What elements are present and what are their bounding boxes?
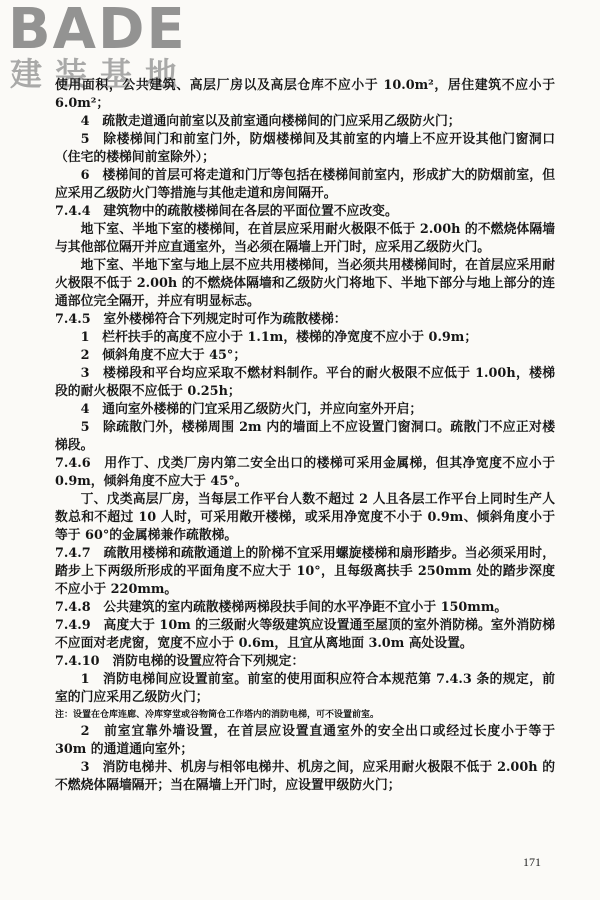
- list-item: 1 消防电梯间应设置前室。前室的使用面积应符合本规范第 7.4.3 条的规定，前室的门应采用乙级防火门；: [55, 672, 555, 705]
- list-item: 5 除疏散门外，楼梯周围 2m 内的墙面上不应设置门窗洞口。疏散门不应正对楼梯段。: [55, 420, 555, 453]
- list-item: 2 前室宜靠外墙设置，在首层应设置直通室外的安全出口或经过长度小于等于 30m 的通道通向室外；: [55, 724, 555, 757]
- paragraph: 6 楼梯间的首层可将走道和门厅等包括在楼梯间前室内，形成扩大的防烟前室，但应采用乙级防火门等措施与其他走道和房间隔开。: [55, 168, 555, 201]
- logo-wordmark: BADE: [8, 0, 187, 62]
- paragraph: 5 除楼梯间门和前室门外，防烟楼梯间及其前室的内墙上不应开设其他门窗洞口（住宅的楼梯间前室除外）；: [55, 132, 555, 165]
- list-item: 1 栏杆扶手的高度不应小于 1.1m，楼梯的净宽度不应小于 0.9m；: [80, 330, 478, 345]
- document-body: [55, 77, 555, 795]
- list-item: 4 通向室外楼梯的门宜采用乙级防火门，并应向室外开启；: [80, 402, 423, 417]
- section-heading: 7.4.9 高度大于 10m 的三级耐火等级建筑应设置通至屋顶的室外消防梯。室外消防梯不应面对老虎窗，宽度不应小于 0.6m，且宜从离地面 3.0m 高处设置。: [55, 618, 555, 651]
- list-item: 2 倾斜角度不应大于 45°；: [80, 348, 247, 363]
- section-heading: 7.4.4 建筑物中的疏散楼梯间在各层的平面位置不应改变。: [55, 204, 398, 219]
- page-number: 171: [523, 855, 541, 869]
- list-item: 3 消防电梯井、机房与相邻电梯井、机房之间，应采用耐火极限不低于 2.00h 的不燃烧体隔墙隔开；当在隔墙上开门时，应设置甲级防火门；: [55, 760, 555, 793]
- section-heading: 7.4.5 室外楼梯符合下列规定时可作为疏散楼梯：: [55, 312, 347, 327]
- paragraph: 4 疏散走道通向前室以及前室通向楼梯间的门应采用乙级防火门；: [80, 114, 461, 129]
- paragraph: 地下室、半地下室与地上层不应共用楼梯间，当必须共用楼梯间时，在首层应采用耐火极限不低于 2.00h 的不燃烧体隔墙和乙级防火门将地下、半地下部分与地上部分的连通部位完全隔开，并应有明显标志。: [55, 258, 555, 309]
- logo-subtitle: 建装基地: [10, 55, 191, 93]
- section-heading: 7.4.7 疏散用楼梯和疏散通道上的阶梯不宜采用螺旋楼梯和扇形踏步。当必须采用时，踏步上下两级所形成的平面角度不应大于 10°，且每级离扶手 250mm 处的踏步深度不应小于 220mm。: [55, 546, 555, 597]
- section-heading: 7.4.8 公共建筑的室内疏散楼梯两梯段扶手间的水平净距不宜小于 150mm。: [55, 600, 508, 615]
- paragraph: 地下室、半地下室的楼梯间，在首层应采用耐火极限不低于 2.00h 的不燃烧体隔墙与其他部位隔开并应直通室外，当必须在隔墙上开门时，应采用乙级防火门。: [55, 222, 555, 255]
- section-heading: 7.4.6 用作丁、戊类厂房内第二安全出口的楼梯可采用金属梯，但其净宽度不应小于 0.9m，倾斜角度不应大于 45°。: [55, 456, 555, 489]
- paragraph: 丁、戊类高层厂房，当每层工作平台人数不超过 2 人且各层工作平台上同时生产人数总和不超过 10 人时，可采用敞开楼梯，或采用净宽度不小于 0.9m、倾斜角度小于等于 60°的金属梯兼作疏散梯。: [55, 492, 555, 543]
- note: 注：设置在仓库连廊、冷库穿堂或谷物筒仓工作塔内的消防电梯，可不设置前室。: [55, 710, 380, 720]
- list-item: 3 楼梯段和平台均应采取不燃材料制作。平台的耐火极限不应低于 1.00h，楼梯段的耐火极限不应低于 0.25h；: [55, 366, 555, 399]
- section-heading: 7.4.10 消防电梯的设置应符合下列规定：: [55, 654, 305, 669]
- paragraph: 使用面积，公共建筑、高层厂房以及高层仓库不应小于 10.0m²，居住建筑不应小于 6.0m²；: [55, 78, 555, 111]
